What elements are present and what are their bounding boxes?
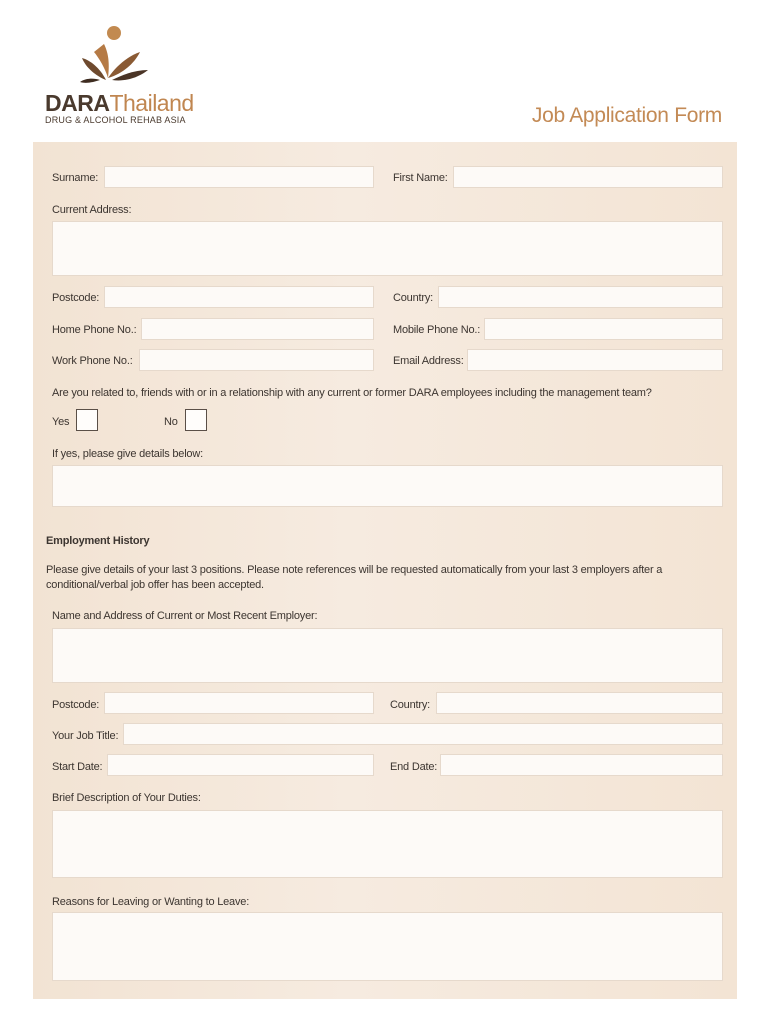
country-field[interactable] bbox=[438, 286, 723, 308]
work-phone-label: Work Phone No.: bbox=[52, 355, 133, 367]
no-checkbox[interactable] bbox=[185, 409, 207, 431]
first-name-field[interactable] bbox=[453, 166, 723, 188]
employer-country-field[interactable] bbox=[436, 692, 723, 714]
yes-label: Yes bbox=[52, 416, 70, 428]
end-date-field[interactable] bbox=[440, 754, 723, 776]
country-label: Country: bbox=[393, 292, 433, 304]
dara-logo-icon bbox=[72, 22, 152, 92]
email-label: Email Address: bbox=[393, 355, 464, 367]
brand-name bbox=[45, 91, 194, 115]
job-title-label: Your Job Title: bbox=[52, 730, 119, 742]
work-phone-field[interactable] bbox=[139, 349, 374, 371]
employment-history-heading: Employment History bbox=[46, 535, 150, 547]
job-title-field[interactable] bbox=[123, 723, 723, 745]
brand-tagline: DRUG & ALCOHOL REHAB ASIA bbox=[45, 115, 186, 125]
relationship-details-label: If yes, please give details below: bbox=[52, 448, 203, 460]
employer-postcode-label: Postcode: bbox=[52, 699, 100, 711]
reasons-label: Reasons for Leaving or Wanting to Leave: bbox=[52, 896, 250, 908]
employment-instructions: Please give details of your last 3 positions. Please note references will be requested automatically from your last 3 employers after a conditional/verbal job offer has been accepted. bbox=[46, 564, 663, 591]
current-address-label: Current Address: bbox=[52, 204, 132, 216]
relationship-question: Are you related to, friends with or in a relationship with any current or former DARA employees including the management team? bbox=[52, 387, 652, 399]
brand-name-bold: DARA bbox=[45, 90, 110, 116]
form-title: Job Application Form bbox=[531, 104, 722, 127]
end-date-label: End Date: bbox=[390, 761, 438, 773]
duties-label: Brief Description of Your Duties: bbox=[52, 792, 201, 804]
yes-checkbox[interactable] bbox=[76, 409, 98, 431]
surname-field[interactable] bbox=[104, 166, 374, 188]
start-date-field[interactable] bbox=[107, 754, 374, 776]
brand-name-light: Thailand bbox=[109, 90, 194, 116]
home-phone-field[interactable] bbox=[141, 318, 374, 340]
employer-postcode-field[interactable] bbox=[104, 692, 374, 714]
first-name-label: First Name: bbox=[393, 172, 448, 184]
mobile-phone-label: Mobile Phone No.: bbox=[393, 324, 481, 336]
home-phone-label: Home Phone No.: bbox=[52, 324, 137, 336]
postcode-label: Postcode: bbox=[52, 292, 100, 304]
duties-field[interactable] bbox=[52, 810, 723, 878]
postcode-field[interactable] bbox=[104, 286, 374, 308]
no-label: No bbox=[164, 416, 178, 428]
employer-label: Name and Address of Current or Most Recent Employer: bbox=[52, 610, 318, 622]
mobile-phone-field[interactable] bbox=[484, 318, 723, 340]
reasons-field[interactable] bbox=[52, 912, 723, 981]
employer-field[interactable] bbox=[52, 628, 723, 683]
start-date-label: Start Date: bbox=[52, 761, 103, 773]
surname-label: Surname: bbox=[52, 172, 99, 184]
email-field[interactable] bbox=[467, 349, 723, 371]
employer-country-label: Country: bbox=[390, 699, 430, 711]
current-address-field[interactable] bbox=[52, 221, 723, 276]
relationship-details-field[interactable] bbox=[52, 465, 723, 507]
